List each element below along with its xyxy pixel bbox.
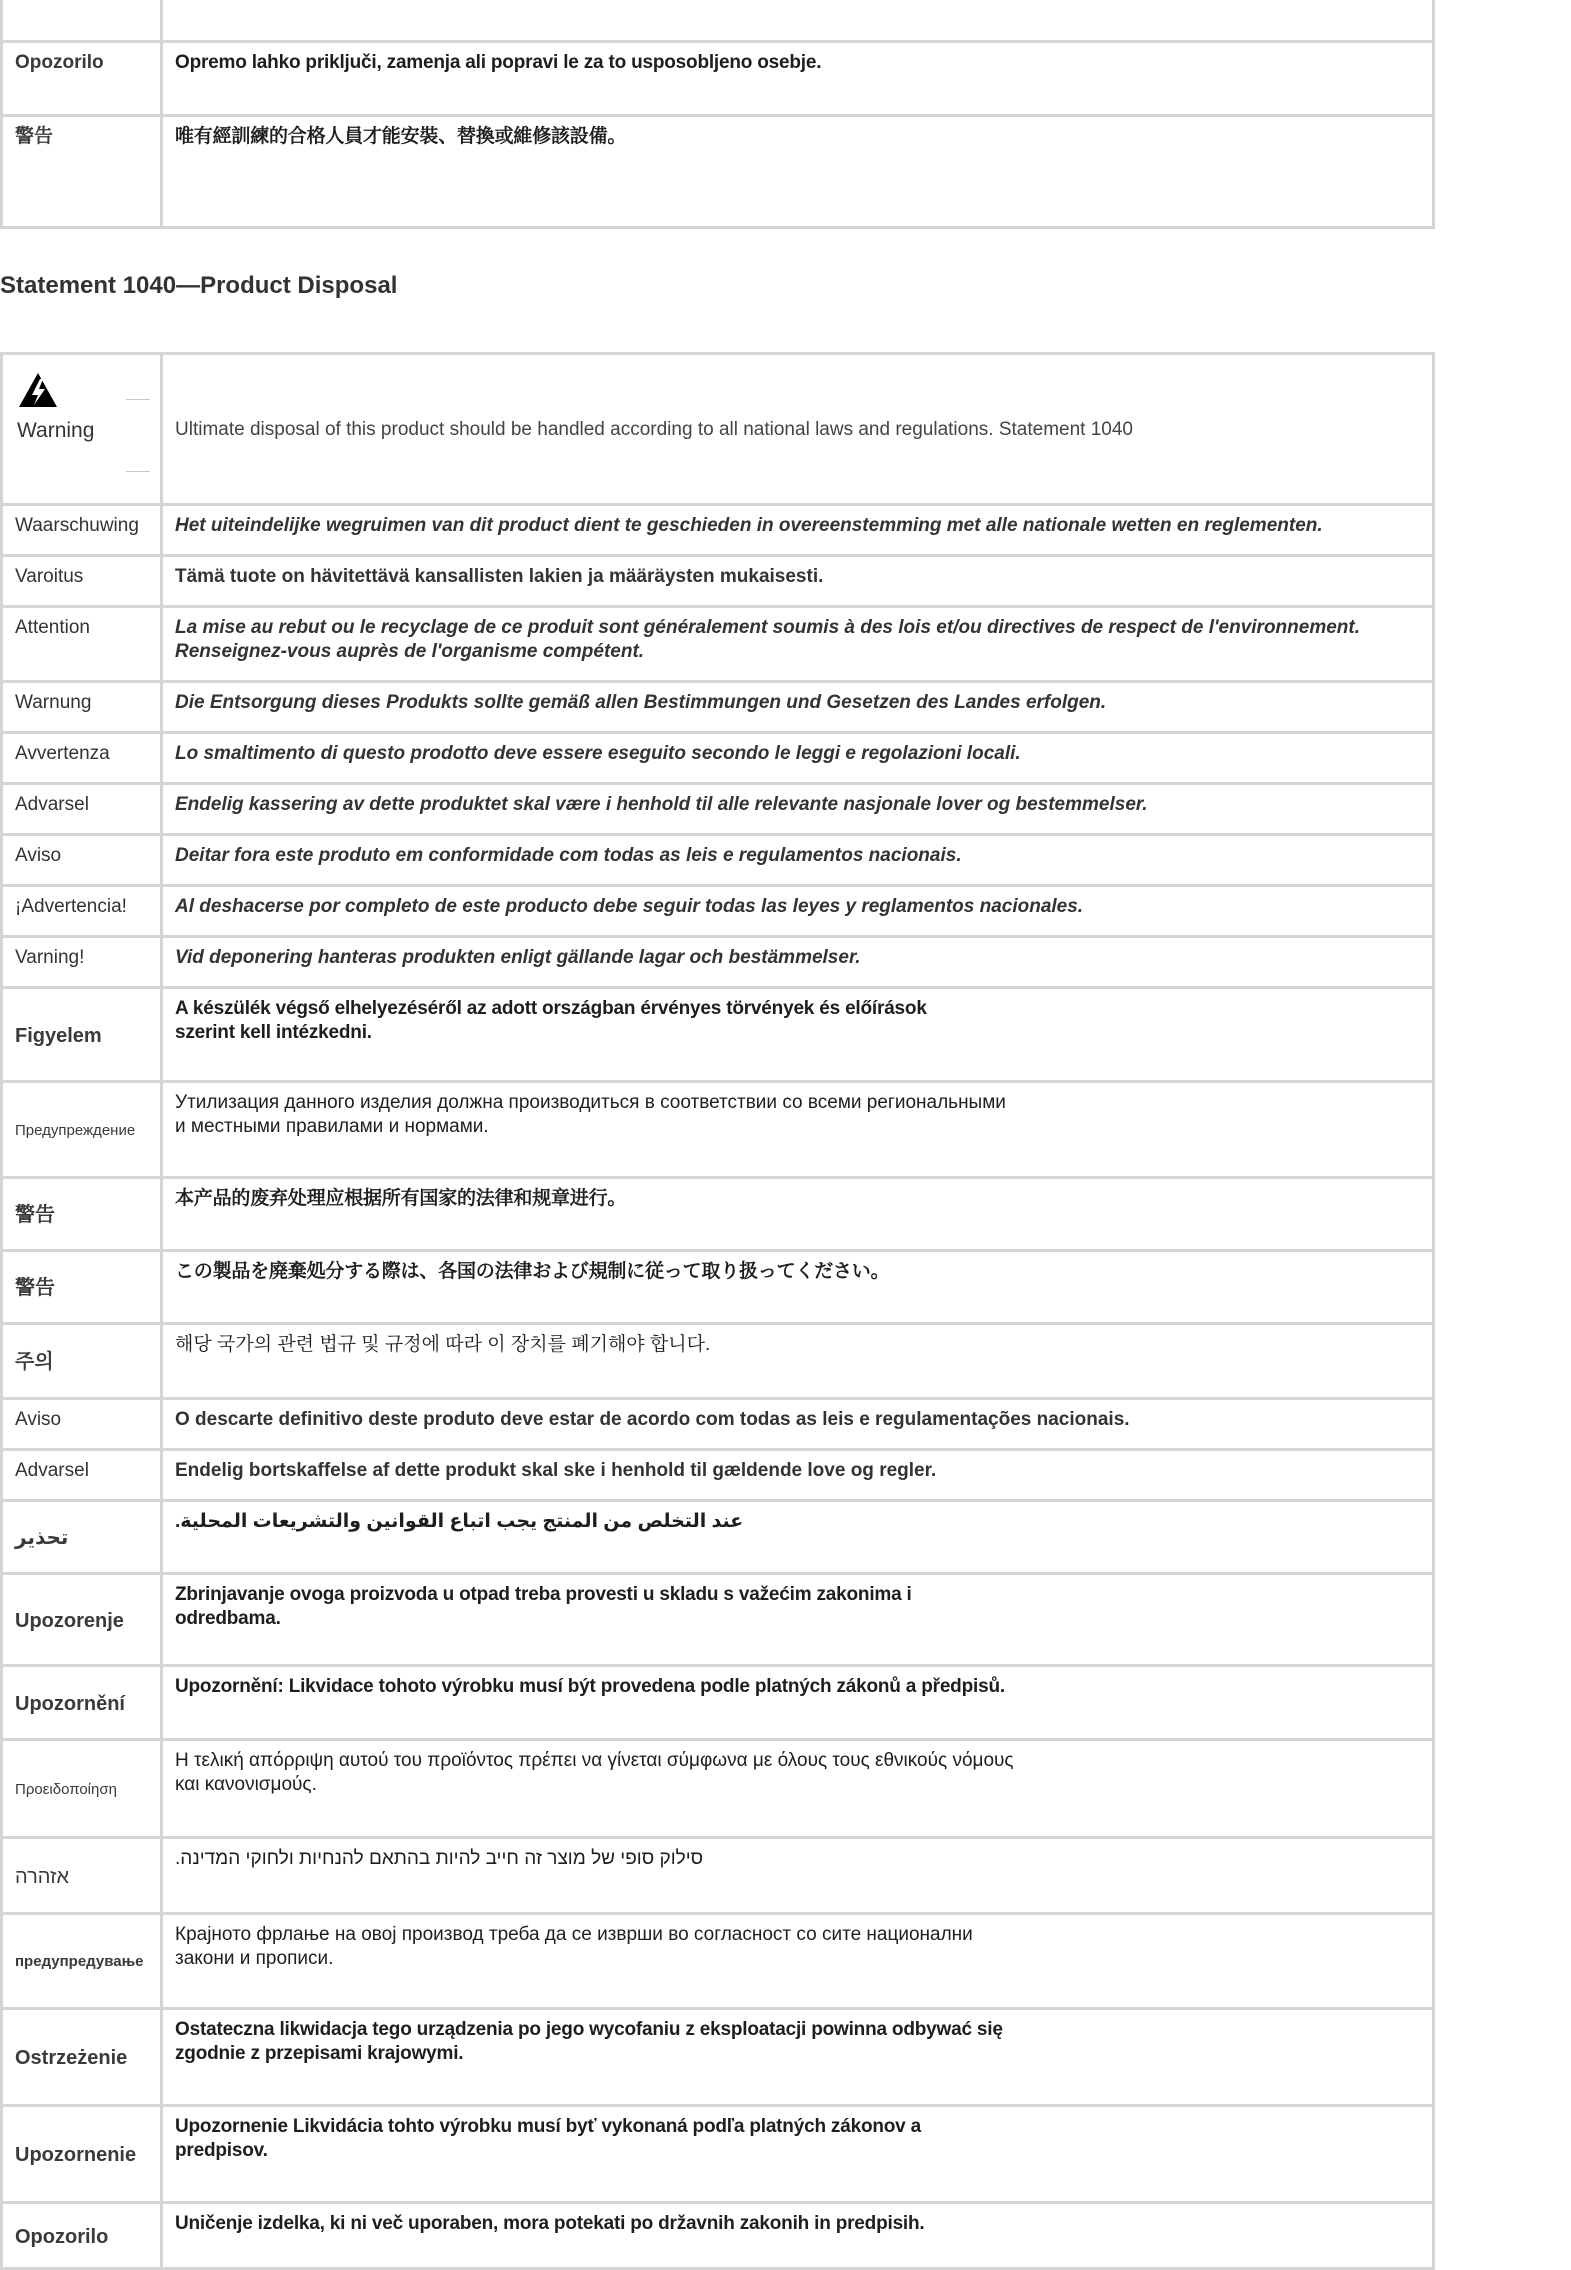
row-label: Advarsel — [2, 1450, 162, 1501]
row-label: Προειδοποίηση — [2, 1740, 162, 1838]
row-text: Upozornění: Likvidace tohoto výrobku musí být provedena podle platných zákonů a předpisů. — [162, 1666, 1434, 1740]
table-row — [2, 1450, 1434, 1501]
table-row — [2, 2009, 1434, 2106]
row-text: Ostateczna likwidacja tego urządzenia po jego wycofaniu z eksploatacji powinna odbywać się zgodnie z przepisami krajowymi. — [162, 2009, 1434, 2106]
row-text: Al deshacerse por completo de este producto debe seguir todas las leyes y reglamentos nacionales. — [162, 886, 1434, 937]
divider — [126, 471, 150, 472]
table-row — [2, 2203, 1434, 2269]
table-row — [2, 607, 1434, 682]
row-text: Η τελική απόρριψη αυτού του προϊόντος πρέπει να γίνεται σύμφωνα με όλους τους εθνικούς νόμους και κανονισμούς. — [162, 1740, 1434, 1838]
row-label: تحذير — [2, 1501, 162, 1574]
row-text: Endelig kassering av dette produktet skal være i henhold til alle relevante nasjonale lover og bestemmelser. — [162, 784, 1434, 835]
row-text: Deitar fora este produto em conformidade com todas as leis e regulamentos nacionais. — [162, 835, 1434, 886]
row-text: Утилизация данного изделия должна производиться в соответствии со всеми региональными и местными правилами и нормами. — [162, 1082, 1434, 1178]
row-label: Upozornění — [2, 1666, 162, 1740]
row-text: Opremo lahko priključi, zamenja ali popravi le za to usposobljeno osebje. — [162, 42, 1434, 116]
row-text: סילוק סופי של מוצר זה חייב להיות בהתאם להנחיות ולחוקי המדינה. — [162, 1838, 1434, 1914]
statement-title: Statement 1040—Product Disposal — [0, 272, 398, 299]
table-row — [2, 886, 1434, 937]
table-row — [2, 556, 1434, 607]
table-row — [2, 682, 1434, 733]
table-row — [2, 1501, 1434, 1574]
row-text: Крајното фрлање на овој производ треба да се изврши во согласност со сите национални закони и прописи. — [162, 1914, 1434, 2009]
row-text: Vid deponering hanteras produkten enligt gällande lagar och bestämmelser. — [162, 937, 1434, 988]
table-row — [2, 733, 1434, 784]
row-text: Upozornenie Likvidácia tohto výrobku musí byť vykonaná podľa platných zákonov a predpisov. — [162, 2106, 1434, 2203]
row-label: Avvertenza — [2, 733, 162, 784]
row-label: 警告 — [2, 1251, 162, 1324]
table-row — [2, 1251, 1434, 1324]
row-label: Advarsel — [2, 784, 162, 835]
row-text: Lo smaltimento di questo prodotto deve essere eseguito secondo le leggi e regolazioni locali. — [162, 733, 1434, 784]
row-label: Aviso — [2, 1399, 162, 1450]
row-label: 警告 — [2, 1178, 162, 1251]
row-text: Het uiteindelijke wegruimen van dit product dient te geschieden in overeenstemming met alle nationale wetten en reglementen. — [162, 505, 1434, 556]
warning-triangle-icon — [17, 371, 59, 409]
row-label: Varoitus — [2, 556, 162, 607]
table-row — [2, 116, 1434, 228]
warning-text: Ultimate disposal of this product should be handled according to all national laws and regulations. Statement 1040 — [162, 354, 1434, 505]
table-row — [2, 1740, 1434, 1838]
row-text: Zbrinjavanje ovoga proizvoda u otpad treba provesti u skladu s važećim zakonima i odredbama. — [162, 1574, 1434, 1666]
row-label: 주의 — [2, 1324, 162, 1399]
row-text: Endelig bortskaffelse af dette produkt skal ske i henhold til gældende love og regler. — [162, 1450, 1434, 1501]
table-row — [2, 937, 1434, 988]
divider — [126, 399, 150, 400]
row-label: предупредување — [2, 1914, 162, 2009]
table-row — [2, 1324, 1434, 1399]
row-text: La mise au rebut ou le recyclage de ce produit sont généralement soumis à des lois et/ou directives de respect de l'environnement. Renseignez-vous auprès de l'organisme compétent. — [162, 607, 1434, 682]
table-row — [2, 1666, 1434, 1740]
table-row — [2, 0, 1434, 42]
row-label: Upozornenie — [2, 2106, 162, 2203]
row-label: Opozorilo — [2, 42, 162, 116]
row-label: Предупреждение — [2, 1082, 162, 1178]
row-text: O descarte definitivo deste produto deve estar de acordo com todas as leis e regulamentações nacionais. — [162, 1399, 1434, 1450]
table-row — [2, 1399, 1434, 1450]
previous-statement-table — [0, 0, 1435, 229]
table-row — [2, 1178, 1434, 1251]
row-text: Die Entsorgung dieses Produkts sollte gemäß allen Bestimmungen und Gesetzen des Landes erfolgen. — [162, 682, 1434, 733]
row-text: A készülék végső elhelyezéséről az adott országban érvényes törvények és előírások szerint kell intézkedni. — [162, 988, 1434, 1082]
row-label: Varning! — [2, 937, 162, 988]
warning-label-cell — [2, 354, 162, 505]
row-label: 警告 — [2, 116, 162, 228]
row-text: 唯有經訓練的合格人員才能安裝、替換或維修該設備。 — [162, 116, 1434, 228]
table-row — [2, 835, 1434, 886]
row-text: عند التخلص من المنتج يجب اتباع القوانين والتشريعات المحلية. — [162, 1501, 1434, 1574]
table-row — [2, 784, 1434, 835]
table-row — [2, 1914, 1434, 2009]
table-row — [2, 1574, 1434, 1666]
row-text: 本产品的废弃处理应根据所有国家的法律和规章进行。 — [162, 1178, 1434, 1251]
table-row — [2, 1838, 1434, 1914]
row-text: Tämä tuote on hävitettävä kansallisten lakien ja määräysten mukaisesti. — [162, 556, 1434, 607]
row-label: אזהרה — [2, 1838, 162, 1914]
row-label: ¡Advertencia! — [2, 886, 162, 937]
row-label: Ostrzeżenie — [2, 2009, 162, 2106]
warning-label: Warning — [17, 419, 95, 442]
row-label: Attention — [2, 607, 162, 682]
disposal-warning-table — [0, 352, 1435, 2270]
row-label: Aviso — [2, 835, 162, 886]
row-label: Warnung — [2, 682, 162, 733]
row-label: Waarschuwing — [2, 505, 162, 556]
row-text: Uničenje izdelka, ki ni več uporaben, mora potekati po državnih zakonih in predpisih. — [162, 2203, 1434, 2269]
table-row — [2, 988, 1434, 1082]
row-text: この製品を廃棄処分する際は、各国の法律および規制に従って取り扱ってください。 — [162, 1251, 1434, 1324]
table-row — [2, 505, 1434, 556]
table-row — [2, 1082, 1434, 1178]
row-label: Opozorilo — [2, 2203, 162, 2269]
row-text: 해당 국가의 관련 법규 및 규정에 따라 이 장치를 폐기해야 합니다. — [162, 1324, 1434, 1399]
row-label: Upozorenje — [2, 1574, 162, 1666]
table-row — [2, 42, 1434, 116]
warning-row — [2, 354, 1434, 505]
row-label: Figyelem — [2, 988, 162, 1082]
table-row — [2, 2106, 1434, 2203]
